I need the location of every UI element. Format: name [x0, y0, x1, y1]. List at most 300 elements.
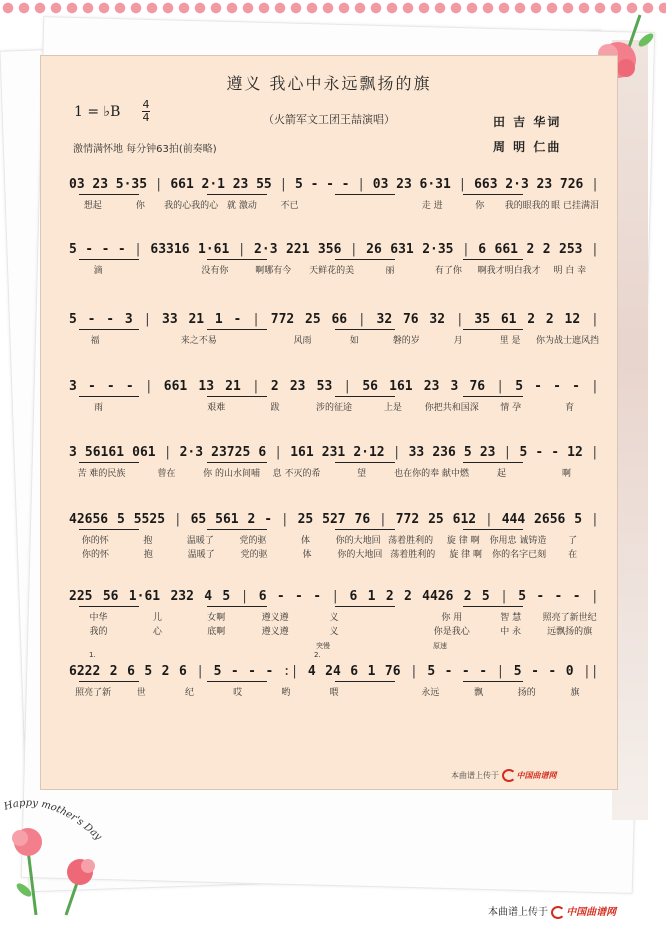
lyric-word: [225, 335, 277, 347]
note: 26: [366, 242, 382, 257]
note: 42656: [69, 512, 109, 527]
notation-system: [69, 511, 599, 561]
note: 5: [295, 177, 303, 192]
beam-line: [79, 462, 139, 463]
note: 0: [565, 664, 574, 679]
note: -: [248, 664, 256, 679]
note: 2: [542, 242, 551, 257]
note: 53: [316, 379, 333, 394]
note: 5: [518, 589, 527, 604]
bar-line: |: [410, 664, 418, 679]
lyric-word: 啊哪有今: [255, 266, 292, 276]
lyric-word: 我的心我的心: [164, 201, 219, 211]
beam-line: [463, 396, 523, 397]
note: -: [536, 589, 545, 604]
note: 6: [258, 589, 267, 604]
note: 63316: [150, 242, 190, 257]
bar-line: |: [237, 242, 246, 257]
note: 3: [124, 312, 133, 327]
beam-line: [463, 194, 523, 195]
note: -: [461, 664, 470, 679]
note: 2: [545, 312, 554, 327]
lyric-word: 啊我才明白我才: [477, 266, 541, 276]
note: 6: [478, 242, 487, 257]
bar-line: |: [280, 512, 289, 527]
lyric-word: 世: [136, 688, 146, 698]
note: -: [534, 379, 542, 394]
lyric-word: 你的大地回: [337, 550, 383, 560]
lyric-word: 底啊: [207, 627, 226, 637]
lyric-word: 体: [301, 536, 311, 546]
bar-line: ||: [582, 664, 599, 679]
lyric-word: 女啊: [207, 613, 226, 623]
note: 13: [198, 379, 215, 394]
lyric-word: 心: [152, 627, 162, 637]
note: 631: [390, 242, 414, 257]
composer-credit: 周 明 仁曲: [493, 140, 562, 154]
beam-line: [463, 462, 523, 463]
lyric-word: 智 慧: [500, 613, 522, 623]
beam-line: [207, 194, 267, 195]
lyric-word: 磐的岁: [392, 336, 420, 346]
lyric-word: 福: [90, 336, 100, 346]
note: 03: [69, 177, 85, 192]
volta-mark: 1.: [89, 651, 96, 659]
note: -: [313, 589, 322, 604]
note: -: [531, 664, 539, 679]
beam-line: [335, 681, 395, 682]
note: 23: [396, 177, 412, 192]
note: 1·61: [198, 242, 230, 257]
note: 4426: [422, 589, 454, 604]
note: 6·31: [419, 177, 451, 192]
lyric-word: 雨: [93, 403, 103, 413]
lyric-word: 中 永: [500, 627, 522, 637]
beam-line: [335, 462, 395, 463]
lyric-word: 啊: [561, 469, 571, 479]
lyric-word: 你为战士遮风挡: [536, 336, 600, 346]
lyric-word: 照亮了新: [75, 688, 112, 698]
note-row: [69, 311, 599, 329]
note: 6222: [69, 664, 101, 679]
beam-line: [335, 396, 395, 397]
note: 56161: [84, 445, 125, 460]
note: -: [265, 664, 274, 679]
bar-line: |: [484, 512, 493, 527]
note: 2: [403, 589, 412, 604]
beam-line: [79, 529, 139, 530]
lyric-word: 月: [453, 336, 463, 346]
lyric-word: 荡着胜利的: [390, 550, 436, 560]
beam-line: [79, 396, 139, 397]
note: 5: [69, 242, 77, 257]
note: 61: [500, 312, 517, 327]
note: 6: [127, 664, 135, 679]
note: 2·3: [179, 445, 204, 460]
note: 061: [132, 445, 156, 460]
lyric-word: 温暖了: [187, 550, 215, 560]
beam-line: [79, 194, 139, 195]
bar-line: |: [455, 312, 464, 327]
note: -: [230, 664, 239, 679]
note: 2: [247, 512, 256, 527]
lyric-word: 走 进: [421, 201, 443, 211]
note-row: [69, 511, 599, 529]
notation-system: [69, 378, 599, 414]
note: 5: [144, 664, 153, 679]
lyric-word: 远飘扬的旗: [547, 627, 593, 637]
beam-line: [207, 462, 267, 463]
note: 5525: [133, 512, 166, 527]
note: 12: [567, 445, 583, 460]
note-row: [69, 176, 599, 194]
tempo-marking: 激情满怀地 每分钟63拍(前奏略): [73, 144, 217, 155]
note: -: [444, 664, 453, 679]
notation-system: [69, 444, 599, 480]
note: 23: [289, 379, 306, 394]
note: 356: [317, 242, 342, 257]
lyric-word: 育: [565, 403, 575, 413]
note: 6: [350, 664, 359, 679]
site-logo-icon-outer: [551, 906, 565, 919]
bar-line: |: [279, 177, 288, 192]
lyric-word: 你的怀: [81, 550, 109, 560]
note: 661: [494, 242, 518, 257]
note: 76: [384, 664, 401, 679]
bar-line: |: [251, 379, 260, 394]
lyric-word: 就 激动: [226, 201, 257, 211]
beam-line: [335, 529, 395, 530]
note: 32: [429, 312, 446, 327]
lyric-word: [127, 265, 185, 277]
lyric-word: 哎: [233, 688, 243, 698]
note: 661: [163, 379, 188, 394]
site-logo-icon: [502, 769, 516, 782]
bar-line: |: [392, 445, 401, 460]
bar-line: |: [252, 312, 260, 327]
note: 2·3: [254, 242, 278, 257]
note: -: [341, 177, 350, 192]
note: 12: [564, 312, 581, 327]
notation-system: [69, 176, 599, 212]
note: 33: [408, 445, 425, 460]
lyric-line: [69, 200, 599, 212]
inner-upload-credit: [451, 769, 557, 782]
bar-line: |: [349, 242, 358, 257]
lyric-word: [363, 612, 422, 624]
note: 5: [481, 589, 490, 604]
lyric-word: 体: [302, 550, 312, 560]
note: 2: [161, 664, 170, 679]
note: 2·1: [201, 177, 226, 192]
lyric-word: 我的眼我的: [504, 201, 550, 211]
lyric-word: 遵义遵: [261, 627, 289, 637]
note: 25: [297, 512, 314, 527]
corner-script-path: Happy mother's Day: [2, 797, 104, 843]
beam-line: [335, 606, 395, 607]
lyric-word: 来之不易: [180, 336, 217, 346]
carnation-flower-bottom-left: [6, 820, 106, 920]
note: 5: [513, 664, 522, 679]
bar-line: :|: [282, 664, 299, 679]
note: 3: [450, 379, 459, 394]
lyric-line: [69, 612, 599, 624]
note: 161: [290, 445, 314, 460]
note: 32: [376, 312, 393, 327]
note: -: [106, 379, 115, 394]
lyric-word: 如: [349, 336, 359, 346]
lyric-word: 抱: [143, 536, 153, 546]
volta-mark: 2.: [314, 651, 321, 659]
lyric-word: 跋: [270, 403, 280, 413]
lyric-word: 飘: [474, 688, 484, 698]
beam-line: [79, 606, 139, 607]
note: 2·35: [422, 242, 454, 257]
lyric-word: 喂: [329, 688, 339, 698]
lyric-word: 永远: [421, 688, 440, 698]
outer-upload-credit: [488, 903, 616, 919]
lyric-word: 里 是: [499, 336, 521, 346]
lyric-word: 上是: [383, 403, 402, 413]
lyric-word: 照亮了新世纪: [542, 613, 597, 623]
note: 444: [501, 512, 526, 527]
note: 6: [258, 445, 267, 460]
volta-mark: 原速: [433, 642, 447, 650]
time-top: 4: [142, 98, 150, 111]
note-row: [69, 444, 599, 462]
song-title: 遵义 我心中永远飘扬的旗: [226, 74, 432, 93]
bar-line: |: [144, 379, 153, 394]
note: -: [479, 664, 488, 679]
note: -: [572, 379, 580, 394]
note: 2·3: [505, 177, 529, 192]
performer-note: （火箭军文工团王喆演唱）: [263, 113, 395, 126]
lyric-word: 你把共和国深: [424, 403, 479, 413]
note: 527: [322, 512, 346, 527]
bar-line: |: [458, 177, 467, 192]
lyric-word: 也在你的奉 献中燃: [394, 469, 469, 479]
lyric-word: 义: [329, 627, 339, 637]
lyric-word: 旋 律 啊: [449, 550, 483, 560]
note-row: [69, 588, 599, 606]
note: -: [87, 312, 96, 327]
lyric-word: 你的名字已刻: [492, 550, 547, 560]
note: -: [310, 177, 319, 192]
notation-system: [69, 642, 599, 699]
bar-line: |: [134, 242, 142, 257]
lyric-line: [69, 687, 599, 699]
lyric-word: 望: [357, 469, 367, 479]
lyric-word: 眼 已挂满泪: [551, 201, 599, 211]
note: 5: [574, 512, 583, 527]
beam-line: [207, 681, 267, 682]
lyric-word: 中华: [89, 613, 108, 623]
lyric-word: 荡着胜利的: [388, 536, 434, 546]
score-paper: [40, 55, 618, 790]
lyric-word: 明 白 幸: [553, 266, 587, 276]
note: 5·35: [115, 177, 148, 192]
lyric-word: 在: [568, 550, 578, 560]
note: 2: [109, 664, 118, 679]
bar-line: |: [590, 445, 599, 460]
lyric-word: 情 孕: [500, 403, 522, 413]
lyric-word: 你是我心: [433, 627, 470, 637]
lyric-word: 温暖了: [186, 536, 214, 546]
lyric-word: 了: [568, 536, 578, 546]
lyric-word: 哟: [281, 688, 291, 698]
lyric-word: 你 的山水间哺: [203, 469, 260, 479]
bar-line: |: [590, 589, 599, 604]
lyric-word: 遵义遵: [261, 613, 289, 623]
notation-system: [69, 241, 599, 277]
bar-line: |: [379, 512, 387, 527]
note: 23: [479, 445, 496, 460]
note: 161: [389, 379, 413, 394]
lyric-word: [121, 335, 173, 347]
note: 25: [305, 312, 321, 327]
beam-line: [463, 681, 523, 682]
lyric-line: [69, 468, 599, 480]
note: 23: [92, 177, 109, 192]
note: 56: [362, 379, 379, 394]
note: 1·61: [128, 589, 161, 604]
note: -: [125, 379, 134, 394]
note: -: [264, 512, 273, 527]
note: 23725: [211, 445, 251, 460]
note: 772: [270, 312, 295, 327]
lyric-word: 涉的征途: [316, 403, 353, 413]
bar-line: |: [496, 379, 505, 394]
site-name: 中国曲谱网: [516, 771, 557, 780]
bar-line: |: [496, 664, 505, 679]
lyric-word: 你用忠 诚铸造: [489, 536, 547, 546]
bar-line: |: [590, 242, 599, 257]
lyric-word: [358, 687, 406, 699]
note: 21: [225, 379, 241, 394]
beam-line: [335, 259, 395, 260]
note: 6: [178, 664, 187, 679]
beam-line: [79, 681, 139, 682]
note: 663: [474, 177, 498, 192]
beam-line: [207, 396, 267, 397]
note: 726: [559, 177, 584, 192]
bar-line: |: [357, 312, 366, 327]
beam-line: [207, 529, 267, 530]
note: 1: [367, 664, 376, 679]
bar-line: |: [240, 589, 249, 604]
note: 25: [428, 512, 444, 527]
bar-line: |: [143, 312, 152, 327]
note: 6: [349, 589, 358, 604]
note: -: [101, 242, 110, 257]
note: -: [326, 177, 334, 192]
beam-line: [463, 329, 523, 330]
note: 55: [256, 177, 272, 192]
lyric-line: [69, 535, 599, 547]
beam-line: [207, 259, 267, 260]
beam-line: [79, 329, 139, 330]
note: 23: [232, 177, 249, 192]
lyric-word: 有了你: [434, 266, 462, 276]
note: 66: [331, 312, 348, 327]
time-bottom: 4: [142, 111, 150, 124]
bar-line: |: [461, 242, 470, 257]
note: 236: [432, 445, 456, 460]
note: 2·12: [353, 445, 385, 460]
beam-line: [463, 606, 523, 607]
lyric-word: 苦 难的民族: [77, 469, 126, 479]
lyric-word: [361, 200, 409, 212]
lyric-word: 抱: [143, 550, 153, 560]
notation-system: [69, 588, 599, 638]
note: -: [548, 664, 557, 679]
note: -: [233, 312, 242, 327]
lyric-word: 不已: [280, 201, 299, 211]
note-row: [69, 663, 599, 681]
note: 772: [395, 512, 420, 527]
lyric-word: 你的怀: [81, 536, 109, 546]
lyric-word: 起: [496, 469, 506, 479]
lyric-word: [313, 200, 361, 212]
bar-line: |: [357, 177, 366, 192]
upload-label-outer: 本曲谱上传于: [488, 907, 548, 918]
note: 253: [559, 242, 583, 257]
lyric-word: 天鲜花的美: [309, 266, 355, 276]
bar-line: |: [590, 312, 599, 327]
note: 65: [190, 512, 207, 527]
lyric-line: [69, 402, 599, 414]
lyric-word: [128, 402, 187, 414]
note: 612: [452, 512, 477, 527]
lyric-line: [69, 549, 599, 561]
note: -: [117, 242, 126, 257]
bar-line: |: [154, 177, 163, 192]
bar-line: |: [343, 379, 352, 394]
lyric-word: 没有你: [201, 266, 229, 276]
note: 5: [117, 512, 125, 527]
note: -: [106, 312, 115, 327]
bar-line: |: [591, 177, 599, 192]
lyric-word: 息 不灭的希: [272, 469, 321, 479]
note: 4: [307, 664, 316, 679]
lyric-word: 风雨: [293, 336, 312, 346]
key-signature: 1 = ♭B: [74, 104, 121, 120]
beam-line: [335, 194, 395, 195]
note: 2: [270, 379, 279, 394]
note: -: [85, 242, 94, 257]
bar-line: |: [331, 589, 340, 604]
lyric-word: 你 用: [441, 613, 463, 623]
note: 1: [214, 312, 223, 327]
note: 2656: [534, 512, 566, 527]
note: 76: [469, 379, 486, 394]
note: 24: [325, 664, 341, 679]
note: 4: [204, 589, 213, 604]
note-row: [69, 378, 599, 396]
note: 561: [215, 512, 239, 527]
beam-line: [79, 259, 139, 260]
lyric-word: 艰难: [207, 403, 226, 413]
bar-line: |: [196, 664, 205, 679]
site-name-outer: 中国曲谱网: [566, 907, 617, 918]
upload-label: 本曲谱上传于: [451, 771, 499, 780]
note: 33: [162, 312, 178, 327]
lyric-word: 我的: [89, 627, 108, 637]
note: 2: [526, 242, 535, 257]
note: 3: [69, 445, 77, 460]
note: 661: [170, 177, 194, 192]
bar-line: |: [163, 445, 172, 460]
